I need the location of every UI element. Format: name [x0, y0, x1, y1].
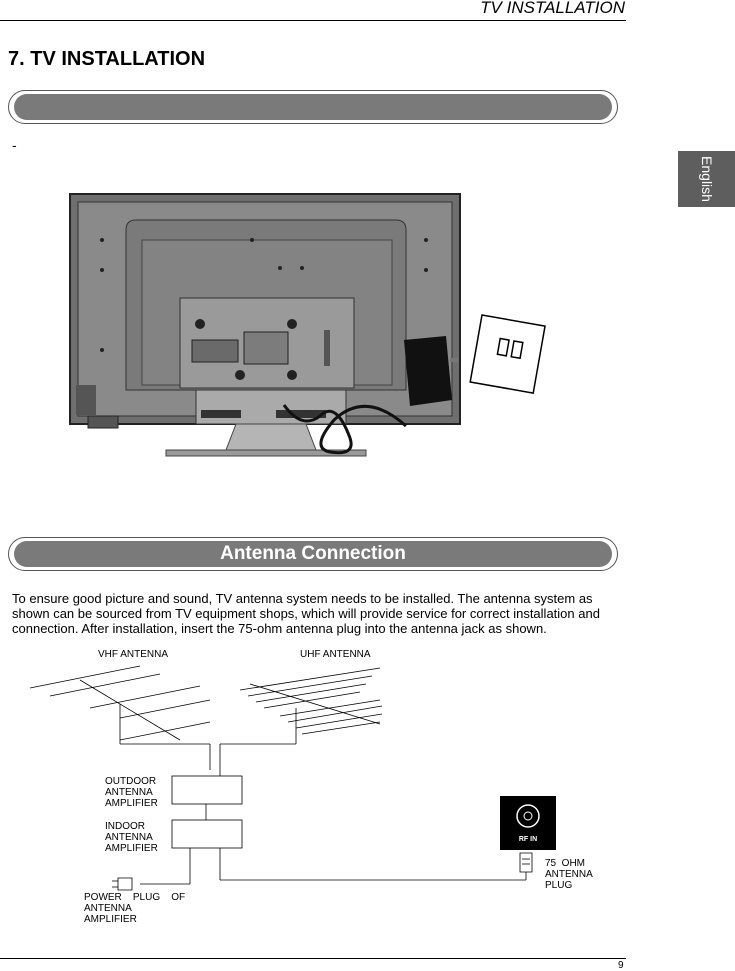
page-number: 9	[618, 960, 624, 971]
header-rule	[0, 20, 626, 21]
indoor-amplifier-label: INDOOR ANTENNA AMPLIFIER	[105, 821, 158, 854]
bullet-dash: -	[12, 137, 17, 153]
rf-in-label: RF IN	[518, 836, 538, 843]
ohm-plug-label: 75 OHM ANTENNA PLUG	[545, 858, 593, 891]
antenna-paragraph: To ensure good picture and sound, TV antenna system needs to be installed. The antenna system as shown can be sourced from TV equipment shops, which will provide service for correct installation and connection. After installation, insert the 75-ohm antenna plug into the antenna jack as shown.	[12, 591, 600, 636]
section-banner-power	[8, 90, 618, 124]
uhf-antenna-label: UHF ANTENNA	[300, 649, 371, 660]
outdoor-amplifier-label: OUTDOOR ANTENNA AMPLIFIER	[105, 776, 158, 809]
header-title: TV INSTALLATION	[480, 0, 625, 17]
vhf-antenna-label: VHF ANTENNA	[98, 649, 169, 660]
tv-back-power-illustration	[66, 190, 556, 460]
power-plug-label: POWER PLUG OF ANTENNA AMPLIFIER	[84, 892, 186, 925]
section-banner-antenna	[8, 537, 618, 571]
footer-rule	[0, 958, 626, 959]
section-banner-antenna-title: Antenna Connection	[14, 541, 612, 567]
page-heading: 7. TV INSTALLATION	[8, 48, 206, 70]
section-banner-power-title	[14, 94, 612, 120]
language-tab-label: English	[698, 156, 715, 202]
language-tab	[678, 151, 735, 207]
